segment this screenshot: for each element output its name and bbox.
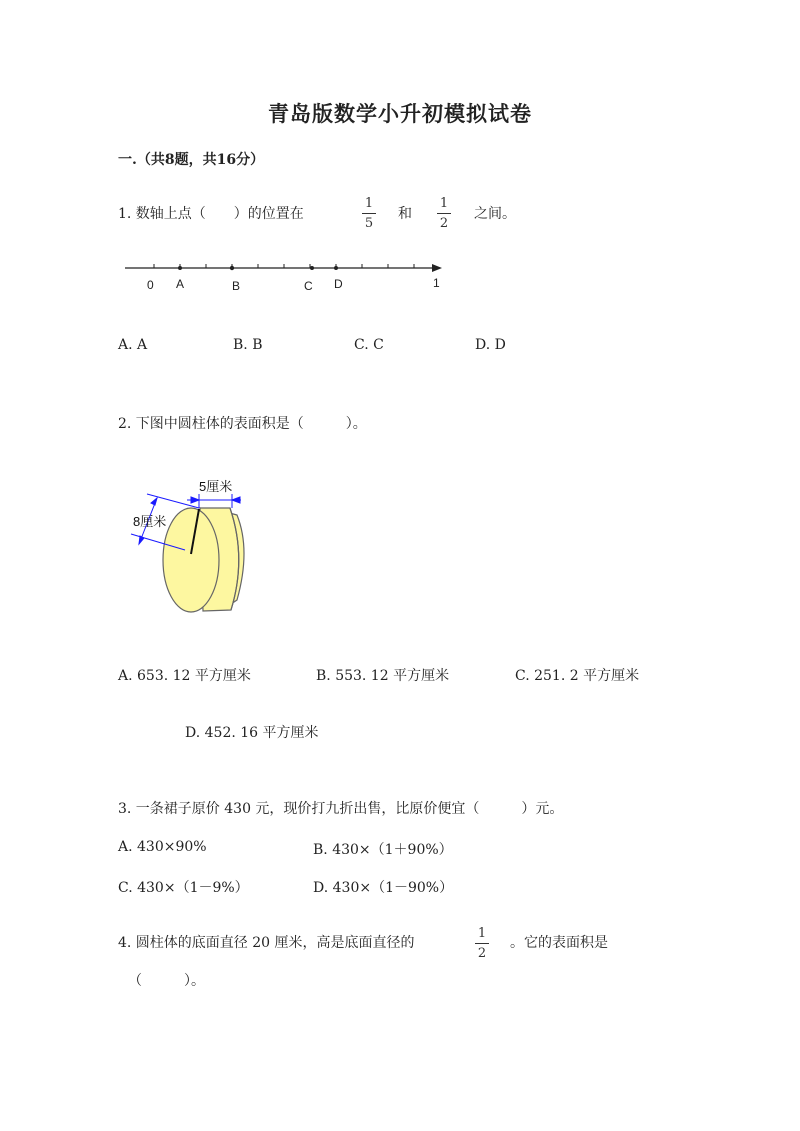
page-title: 青岛版数学小升初模拟试卷 — [268, 101, 532, 126]
q1-fraction-one-half — [434, 196, 454, 231]
q3-option-b[interactable]: B. 430×（1＋90%） — [313, 842, 453, 858]
fraction-denominator: 5 — [364, 216, 374, 231]
q1-fraction-one-fifth — [359, 196, 379, 231]
height-label: 8厘米 — [133, 514, 167, 529]
q2-option-a[interactable]: A. 653. 12 平方厘米 — [118, 668, 251, 684]
fraction-denominator: 2 — [439, 216, 449, 231]
q2-text: 2. 下图中圆柱体的表面积是（ ）。 — [118, 416, 367, 432]
q3-option-d[interactable]: D. 430×（1－90%） — [313, 880, 454, 896]
q4-text: 4. 圆柱体的底面直径 20 厘米，高是底面直径的 — [118, 935, 415, 951]
q1-option-d[interactable]: D. D — [475, 337, 506, 353]
number-line-arrow — [432, 264, 442, 272]
point-b-dot — [230, 266, 234, 270]
point-c-dot — [310, 266, 314, 270]
section-heading: 一.（共8题，共16分） — [118, 152, 265, 168]
number-line-ticks — [154, 264, 414, 268]
axis-label-d: D — [334, 277, 343, 291]
q4-fraction-one-half — [472, 926, 492, 961]
fraction-numerator: 1 — [477, 926, 487, 941]
q2-option-d[interactable]: D. 452. 16 平方厘米 — [185, 725, 319, 741]
q4-answer-blank: （ ）。 — [128, 973, 205, 989]
axis-label-c: C — [304, 279, 313, 293]
q2-option-c[interactable]: C. 251. 2 平方厘米 — [515, 668, 640, 684]
fraction-numerator: 1 — [439, 196, 449, 211]
q3-option-c[interactable]: C. 430×（1－9%） — [118, 880, 249, 896]
q1-text-end: 之间。 — [474, 206, 516, 222]
radius-label: 5厘米 — [199, 479, 233, 494]
fraction-bar — [437, 213, 451, 214]
q1-and: 和 — [398, 206, 412, 222]
q1-option-c[interactable]: C. C — [354, 337, 384, 353]
radius-dimension — [187, 494, 241, 508]
axis-label-0: 0 — [147, 278, 154, 292]
cylinder-figure — [125, 470, 255, 620]
q4-text-end: 。它的表面积是 — [510, 935, 608, 951]
q1-option-a[interactable]: A. A — [118, 337, 148, 353]
axis-label-1: 1 — [433, 276, 440, 290]
point-d-dot — [334, 266, 338, 270]
fraction-bar — [475, 943, 489, 944]
q3-option-a[interactable]: A. 430×90% — [118, 839, 207, 855]
fraction-denominator: 2 — [477, 946, 487, 961]
fraction-numerator: 1 — [364, 196, 374, 211]
q1-text: 1. 数轴上点（ ）的位置在 — [118, 206, 304, 222]
q2-option-b[interactable]: B. 553. 12 平方厘米 — [316, 668, 450, 684]
q1-option-b[interactable]: B. B — [233, 337, 263, 353]
point-a-dot — [178, 266, 182, 270]
cylinder-front-face — [163, 508, 219, 612]
q3-text: 3. 一条裙子原价 430 元，现价打九折出售，比原价便宜（ ）元。 — [118, 801, 564, 817]
axis-label-b: B — [232, 279, 241, 293]
number-line — [120, 258, 450, 276]
axis-label-a: A — [176, 277, 185, 291]
fraction-bar — [362, 213, 376, 214]
